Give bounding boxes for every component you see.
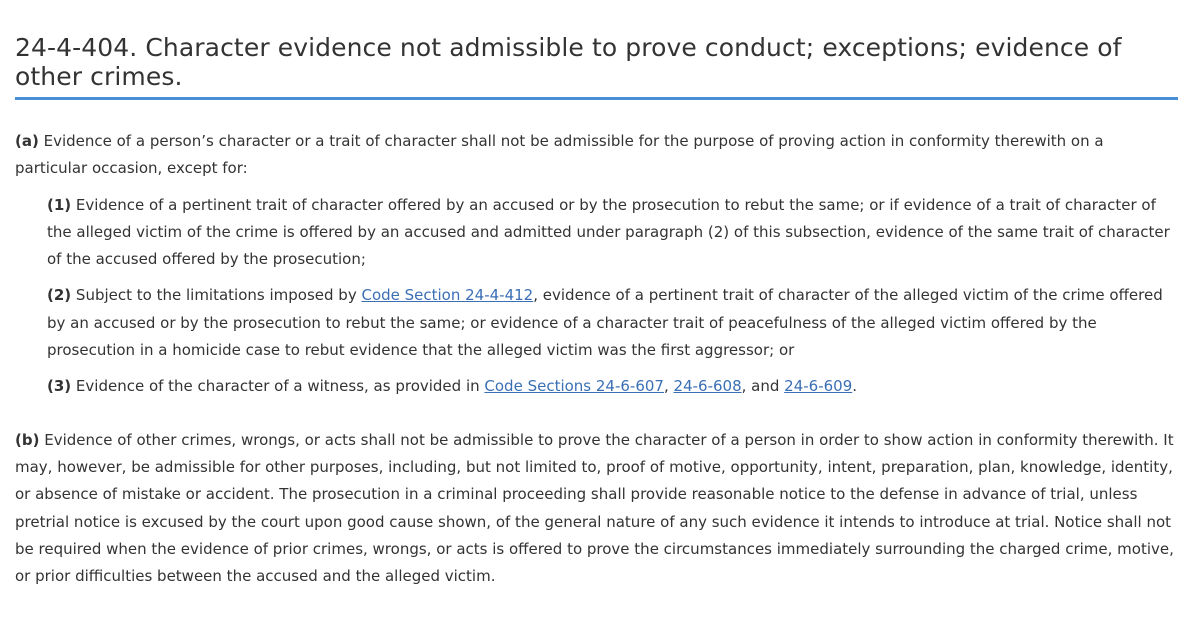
section-a-text: Evidence of a person’s character or a trait of character shall not be admissible for the purpose of proving action in conformity therewith on a particular occasion, except for:	[15, 132, 1104, 178]
paragraph-2	[47, 282, 1178, 364]
paragraph-3-label: (3)	[47, 377, 72, 396]
paragraph-3	[47, 373, 1178, 400]
paragraph-1-label: (1)	[47, 195, 72, 214]
page-title: 24-4-404. Character evidence not admissible to prove conduct; exceptions; evidence of other crimes.	[15, 33, 1122, 91]
code-section-24-6-609-link[interactable]: 24-6-609	[784, 377, 853, 396]
code-section-24-4-412-link[interactable]: Code Section 24-4-412	[361, 286, 534, 305]
paragraph-1	[47, 192, 1178, 274]
section-a	[15, 128, 1178, 183]
paragraph-1-text: Evidence of a pertinent trait of character offered by an accused or by the prosecution to rebut the same; or if evidence of a trait of character of the alleged victim of the crime is offered by an accused and admitted under paragraph (2) of this subsection, evidence of the same trait of character of the accused offered by the prosecution;	[47, 195, 1170, 269]
paragraph-3-text-after: .	[852, 377, 858, 396]
section-b-label: (b)	[15, 430, 40, 449]
code-section-24-6-608-link[interactable]: 24-6-608	[673, 377, 742, 396]
section-a-label: (a)	[15, 132, 39, 150]
paragraph-2-text-after: , evidence of a pertinent trait of character of the alleged victim of the crime offered by an accused or by the prosecution to rebut the same; or evidence of a character trait of peacefulness of the alleged victim offered by the prosecution in a homicide case to rebut evidence that the alleged victim was the first aggressor; or	[47, 286, 1163, 360]
paragraph-2-label: (2)	[47, 286, 72, 305]
paragraph-2-text-before: Subject to the limitations imposed by	[71, 286, 362, 305]
section-b	[15, 427, 1178, 591]
paragraph-3-separator-2: , and	[741, 377, 785, 396]
paragraph-3-separator-1: ,	[663, 377, 674, 396]
title-divider	[15, 97, 1178, 100]
paragraph-3-text-before: Evidence of the character of a witness, as provided in	[71, 377, 485, 396]
statute-page	[15, 33, 1178, 590]
section-b-text: Evidence of other crimes, wrongs, or acts shall not be admissible to prove the character of a person in order to show action in conformity therewith. It may, however, be admissible for other purposes, including, but not limited to, proof of motive, opportunity, intent, preparation, plan, knowledge, identity, or absence of mistake or accident. The prosecution in a criminal proceeding shall provide reasonable notice to the defense in advance of trial, unless pretrial notice is excused by the court upon good cause shown, of the general nature of any such evidence it intends to introduce at trial. Notice shall not be required when the evidence of prior crimes, wrongs, or acts is offered to prove the circumstances immediately surrounding the charged crime, motive, or prior difficulties between the accused and the alleged victim.	[15, 430, 1174, 586]
code-section-24-6-607-link[interactable]: Code Sections 24-6-607	[484, 377, 664, 396]
